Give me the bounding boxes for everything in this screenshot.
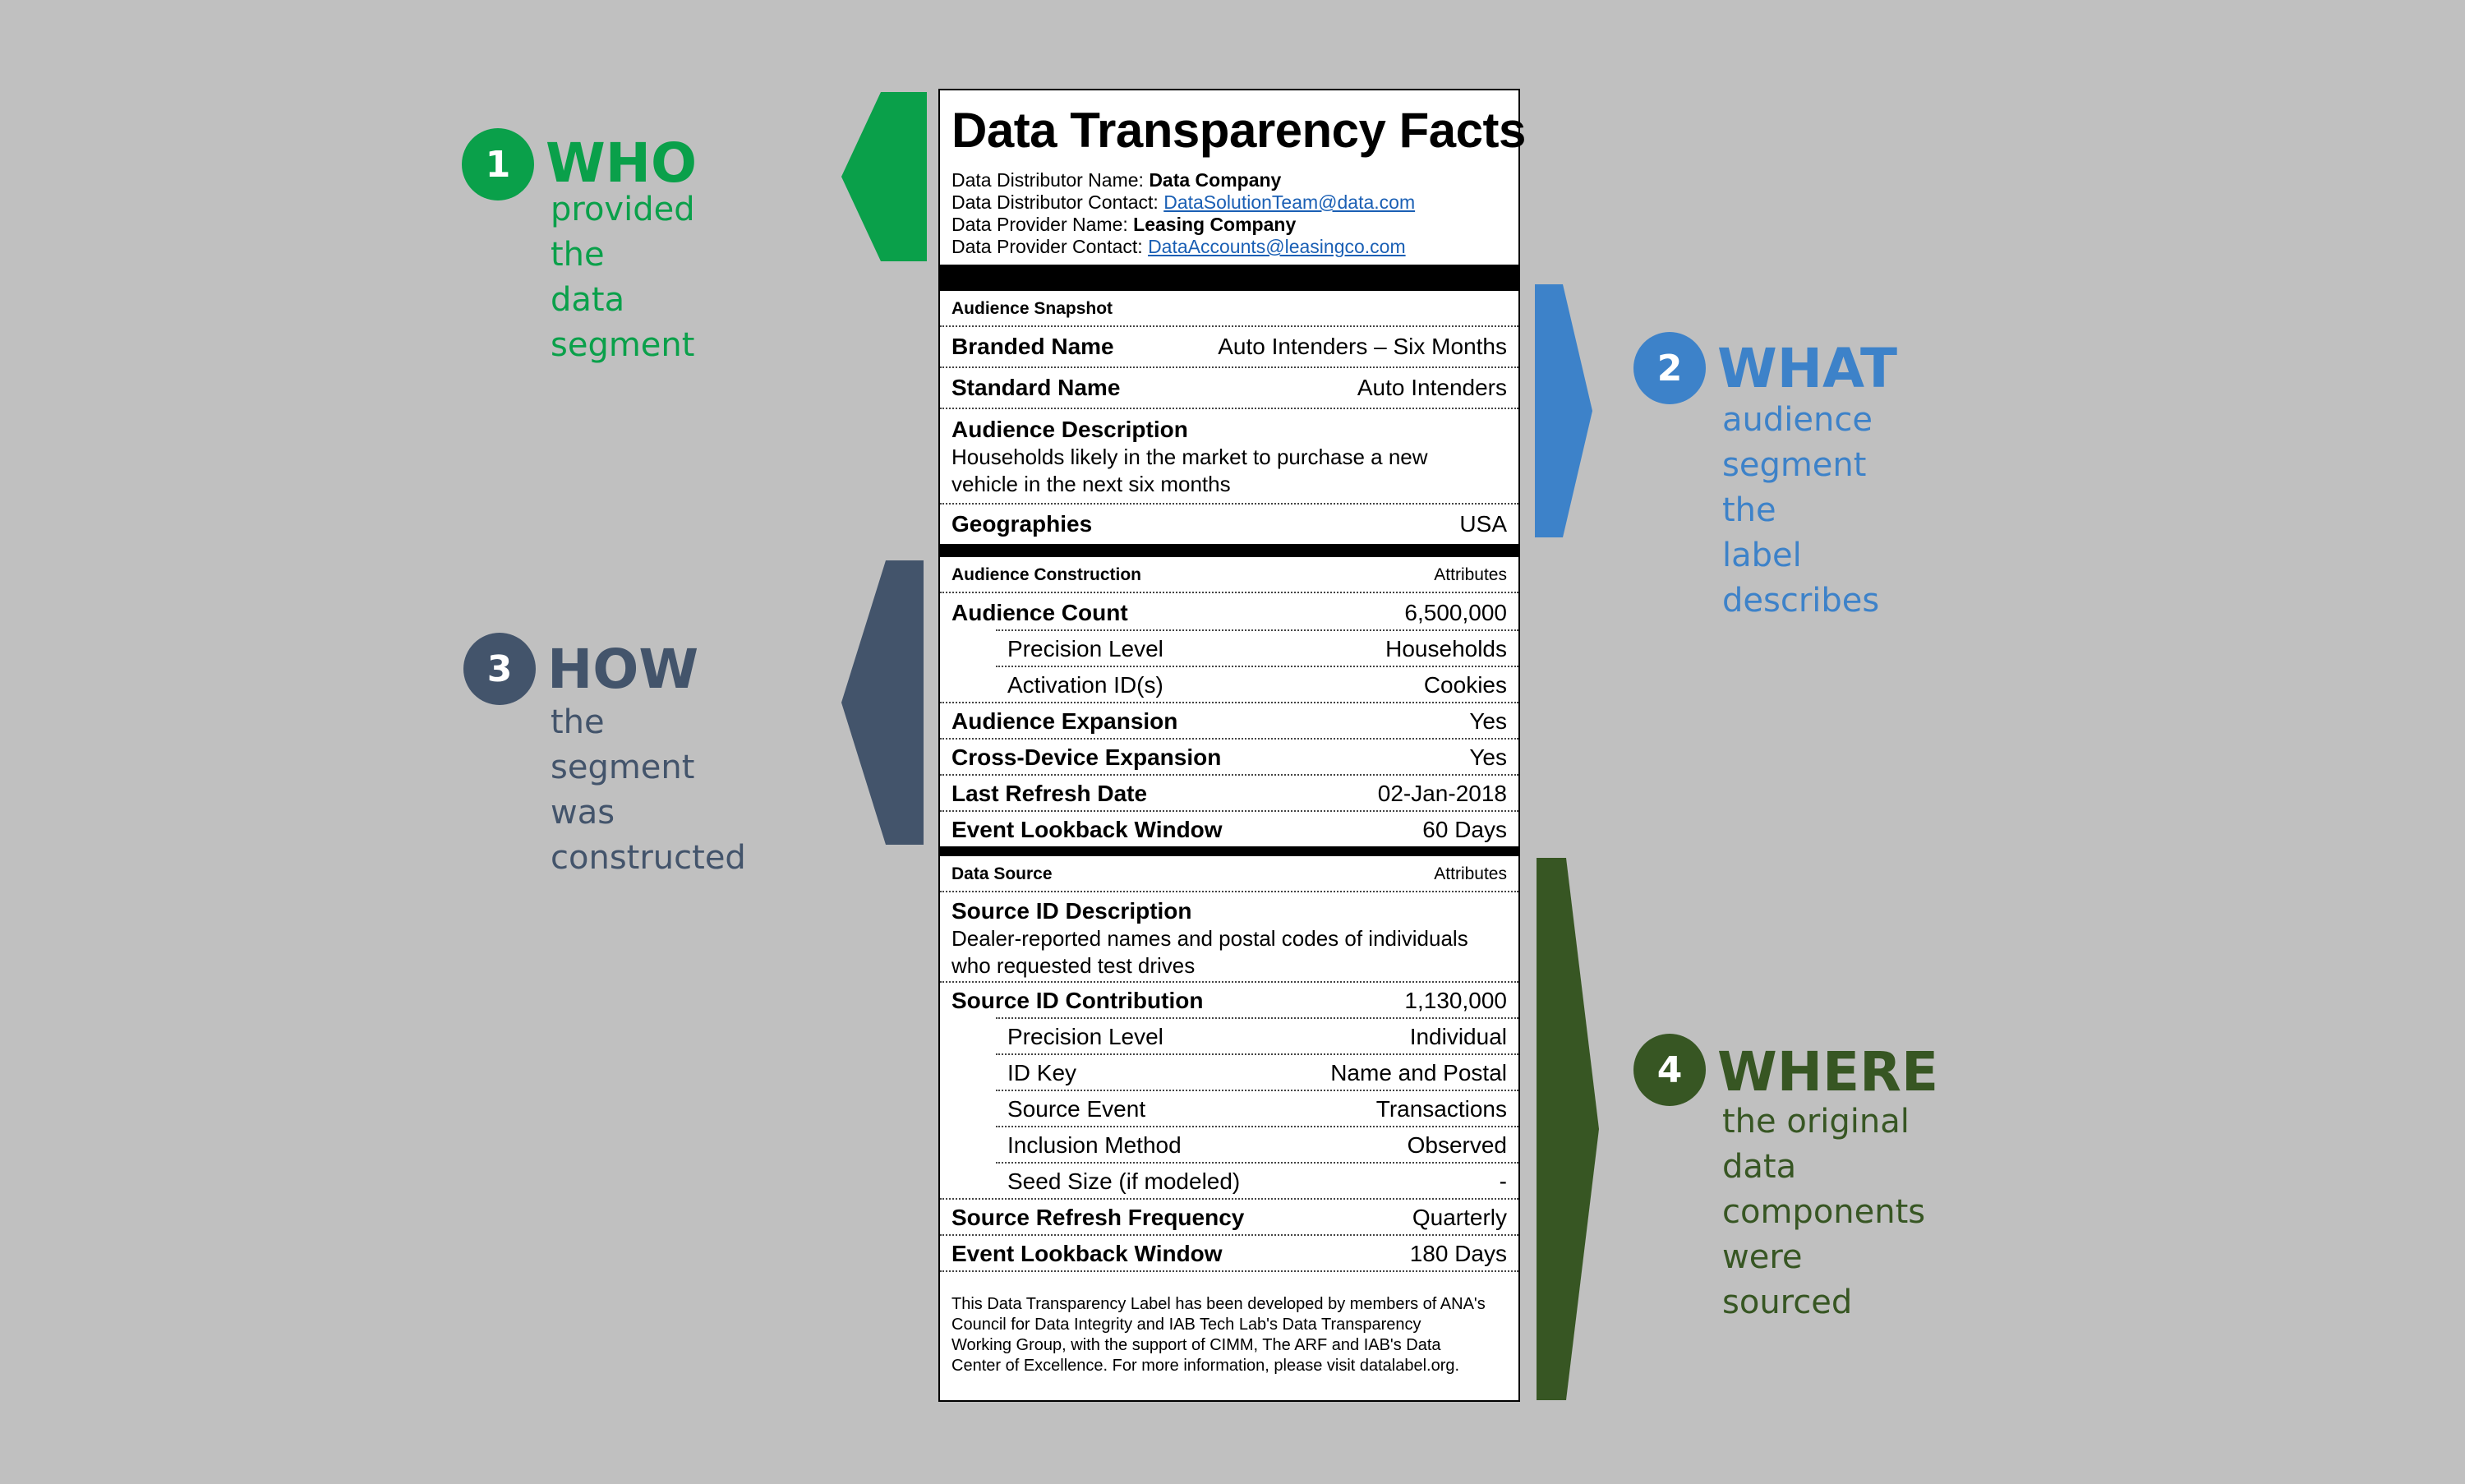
divider <box>940 408 1518 409</box>
row-label: Seed Size (if modeled) <box>1007 1168 1241 1194</box>
construction-attributes: Attributes <box>1434 565 1507 584</box>
divider <box>940 325 1518 327</box>
row-label: Event Lookback Window <box>951 1241 1223 1266</box>
source-description-line: Dealer-reported names and postal codes of individuals <box>951 926 1468 951</box>
divider <box>940 1234 1518 1236</box>
divider <box>940 1270 1518 1272</box>
construction-row <box>1007 636 1507 662</box>
source-row <box>1007 1060 1507 1086</box>
callout-who-desc: provided the data segment <box>551 191 695 364</box>
standard-name-value: Auto Intenders <box>1357 375 1507 400</box>
source-heading <box>951 864 1507 884</box>
distributor-contact-line <box>951 191 1415 214</box>
provider-contact-link[interactable]: DataAccounts@leasingco.com <box>1148 236 1406 257</box>
standard-name-row <box>951 375 1507 401</box>
row-label: Activation ID(s) <box>1007 672 1163 698</box>
snapshot-heading-text: Audience Snapshot <box>951 299 1113 318</box>
row-value: Name and Postal <box>1330 1060 1507 1085</box>
source-row <box>951 1241 1507 1267</box>
divider <box>940 366 1518 368</box>
divider <box>940 544 1518 557</box>
badge-how: 3 <box>463 633 536 705</box>
divider <box>940 891 1518 892</box>
provider-name-line <box>951 214 1296 236</box>
row-label: Last Refresh Date <box>951 781 1148 806</box>
geographies-value: USA <box>1459 511 1507 537</box>
distributor-name-line <box>951 169 1281 191</box>
row-label: Source ID Contribution <box>951 988 1204 1013</box>
badge-what: 2 <box>1633 332 1706 404</box>
row-value: Yes <box>1469 708 1507 734</box>
row-value: 60 Days <box>1422 817 1507 842</box>
row-label: Source Event <box>1007 1096 1146 1122</box>
row-value: - <box>1499 1168 1507 1194</box>
divider <box>940 265 1518 291</box>
bracket-who <box>841 92 927 261</box>
row-value: 180 Days <box>1409 1241 1507 1266</box>
audience-description-line: Households likely in the market to purchase a new <box>951 445 1428 469</box>
divider <box>940 702 1518 703</box>
construction-row <box>951 708 1507 735</box>
snapshot-heading <box>951 299 1507 319</box>
divider <box>940 503 1518 505</box>
source-attributes: Attributes <box>1434 864 1507 883</box>
callout-how-desc: the segment was constructed <box>551 703 746 877</box>
badge-where: 4 <box>1633 1034 1706 1106</box>
row-label: Inclusion Method <box>1007 1132 1182 1158</box>
construction-row <box>951 781 1507 807</box>
distributor-contact-label: Data Distributor Contact: <box>951 191 1159 213</box>
geographies-row <box>951 511 1507 537</box>
distributor-name-label: Data Distributor Name: <box>951 169 1144 191</box>
row-value: 6,500,000 <box>1404 600 1507 625</box>
audience-description-label: Audience Description <box>951 417 1188 442</box>
row-value: Households <box>1385 636 1507 661</box>
source-row <box>951 988 1507 1014</box>
row-value: Individual <box>1409 1024 1507 1049</box>
row-label: Cross-Device Expansion <box>951 744 1222 770</box>
construction-heading-text: Audience Construction <box>951 565 1142 584</box>
row-value: 1,130,000 <box>1404 988 1507 1013</box>
label-title: Data Transparency Facts <box>951 103 1526 158</box>
row-label: Event Lookback Window <box>951 817 1223 842</box>
callout-who-title: WHO <box>546 131 698 195</box>
footer-line: This Data Transparency Label has been developed by members of ANA's <box>951 1295 1486 1313</box>
divider <box>996 1017 1518 1019</box>
construction-row <box>951 817 1507 843</box>
divider <box>940 592 1518 593</box>
divider <box>996 629 1518 631</box>
bracket-what <box>1535 284 1592 537</box>
divider <box>940 846 1518 856</box>
divider <box>940 774 1518 776</box>
divider <box>940 1198 1518 1200</box>
audience-description-line: vehicle in the next six months <box>951 472 1231 496</box>
audience-description <box>951 416 1507 498</box>
divider <box>996 1053 1518 1055</box>
divider <box>996 1162 1518 1164</box>
row-value: 02-Jan-2018 <box>1377 781 1507 806</box>
source-heading-text: Data Source <box>951 864 1053 883</box>
source-row <box>1007 1132 1507 1159</box>
callout-where-title: WHERE <box>1717 1040 1939 1104</box>
row-value: Transactions <box>1375 1096 1507 1122</box>
label-footer <box>951 1294 1510 1376</box>
badge-who: 1 <box>462 128 534 200</box>
callout-what-desc: audience segment the label describes <box>1722 401 1880 620</box>
source-description-label: Source ID Description <box>951 898 1192 924</box>
footer-line: Council for Data Integrity and IAB Tech Lab's Data Transparency <box>951 1316 1421 1334</box>
source-description <box>951 897 1507 979</box>
provider-name-label: Data Provider Name: <box>951 214 1128 235</box>
row-label: Audience Expansion <box>951 708 1178 734</box>
callout-what-title: WHAT <box>1717 337 1898 400</box>
callout-how-title: HOW <box>547 638 699 701</box>
provider-name: Leasing Company <box>1133 214 1297 235</box>
construction-row <box>951 744 1507 771</box>
source-description-line: who requested test drives <box>951 953 1196 978</box>
data-transparency-label <box>938 89 1526 1402</box>
row-value: Quarterly <box>1412 1205 1507 1230</box>
source-row <box>1007 1024 1507 1050</box>
provider-contact-label: Data Provider Contact: <box>951 236 1143 257</box>
source-row <box>951 1205 1507 1231</box>
divider <box>996 1126 1518 1127</box>
bracket-how <box>841 560 924 845</box>
row-label: Audience Count <box>951 600 1128 625</box>
construction-row <box>1007 672 1507 698</box>
row-label: ID Key <box>1007 1060 1077 1085</box>
construction-row <box>951 600 1507 626</box>
divider <box>996 666 1518 667</box>
divider <box>940 810 1518 812</box>
divider <box>940 738 1518 740</box>
branded-name-label: Branded Name <box>951 334 1114 359</box>
row-label: Source Refresh Frequency <box>951 1205 1245 1230</box>
row-value: Yes <box>1469 744 1507 770</box>
provider-contact-line <box>951 236 1406 258</box>
footer-line: Working Group, with the support of CIMM, The ARF and IAB's Data <box>951 1336 1441 1354</box>
row-label: Precision Level <box>1007 1024 1163 1049</box>
branded-name-value: Auto Intenders – Six Months <box>1218 334 1507 359</box>
standard-name-label: Standard Name <box>951 375 1121 400</box>
branded-name-row <box>951 334 1507 360</box>
row-value: Observed <box>1407 1132 1507 1158</box>
callout-where-desc: the original data components were sourced <box>1722 1103 1926 1321</box>
construction-heading <box>951 565 1507 585</box>
source-row <box>1007 1168 1507 1195</box>
distributor-contact-link[interactable]: DataSolutionTeam@data.com <box>1163 191 1416 213</box>
distributor-name: Data Company <box>1149 169 1282 191</box>
divider <box>996 1090 1518 1091</box>
source-row <box>1007 1096 1507 1122</box>
divider <box>940 981 1518 983</box>
row-value: Cookies <box>1423 672 1507 698</box>
geographies-label: Geographies <box>951 511 1093 537</box>
bracket-where <box>1537 858 1599 1400</box>
footer-line: Center of Excellence. For more information, please visit datalabel.org. <box>951 1357 1460 1375</box>
row-label: Precision Level <box>1007 636 1163 661</box>
